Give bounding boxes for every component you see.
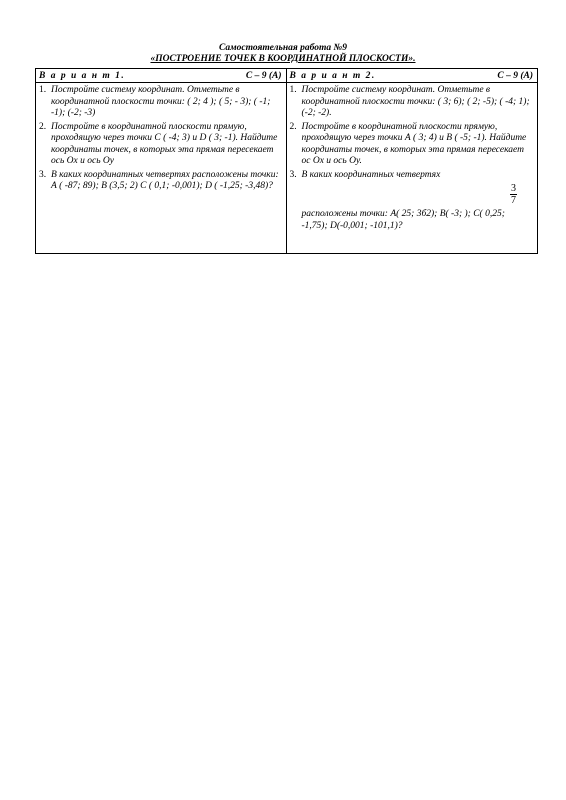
task-number: 1.	[289, 85, 297, 95]
fraction	[510, 183, 517, 206]
task-item	[290, 122, 534, 168]
variant-1-heading: В а р и а н т 1.	[39, 71, 126, 81]
task-number: 1.	[39, 85, 47, 95]
task-text: Постройте систему координат. Отметьте в координатной плоскости точки: ( 3; 6); ( 2; -5); ( -4; 1); (-2; -2).	[301, 85, 530, 118]
task-3-text-b: расположены точки: А( 25; 3б2); В( -3;	[301, 209, 463, 219]
task-item	[290, 170, 534, 233]
task-item	[39, 122, 282, 168]
variant-2-header	[287, 70, 538, 83]
task-text: Постройте в координатной плоскости прямую, проходящую через точки А ( 3; 4) и В ( -5; -1). Найдите координаты точек, в которых эта прямая пересекает ос Ох и ось Оу.	[301, 121, 527, 166]
variant-1-code: С – 9 (А)	[245, 71, 282, 81]
fraction-row	[302, 183, 534, 209]
fraction-numerator: 3	[511, 183, 516, 194]
task-number: 2.	[39, 121, 47, 132]
task-text: В каких координатных четвертях расположены точки: А ( -87; 89); В (3,5; 2) С ( 0,1; -0,001); D ( -1,25; -3,48)?	[51, 169, 279, 191]
task-text	[302, 170, 534, 233]
variant-1-header	[36, 70, 286, 83]
task-item	[290, 85, 534, 120]
title-block	[0, 43, 566, 65]
task-number: 3.	[289, 169, 297, 180]
variant-1-column	[36, 69, 287, 253]
task-number: 2.	[289, 121, 297, 132]
task-3-text-c: );	[464, 209, 471, 219]
task-text: Постройте в координатной плоскости прямую, проходящую через точки С ( -4; 3) и D ( 3; -1). Найдите координаты точек, в которых эта прямая пересекает ось Ох и ось Оу	[51, 121, 278, 166]
worksheet-title: Самостоятельная работа №9	[219, 43, 347, 53]
variant-2-column	[287, 69, 538, 253]
variant-2-tasks	[290, 85, 534, 232]
task-3-text-a: В каких координатных четвертях	[301, 169, 441, 180]
task-3-text-d: С( 0,25; -1,75); D(-0,001; -101,1)?	[301, 209, 505, 231]
variant-2-code: С – 9 (А)	[497, 71, 533, 81]
variant-2-heading: В а р и а н т 2.	[289, 71, 376, 81]
variant-1-tasks	[39, 85, 282, 193]
task-text: Постройте систему координат. Отметьте в координатной плоскости точки: ( 2; 4 ); ( 5; - 3); ( -1; -1); (-2; -3)	[51, 85, 271, 118]
worksheet-topic: «ПОСТРОЕНИЕ ТОЧЕК В КООРДИНАТНОЙ ПЛОСКОСТИ».	[150, 54, 416, 64]
variants-table	[35, 68, 538, 254]
task-item	[39, 170, 282, 193]
task-number: 3.	[39, 169, 47, 180]
fraction-denominator: 7	[511, 195, 516, 206]
task-item	[39, 85, 282, 120]
